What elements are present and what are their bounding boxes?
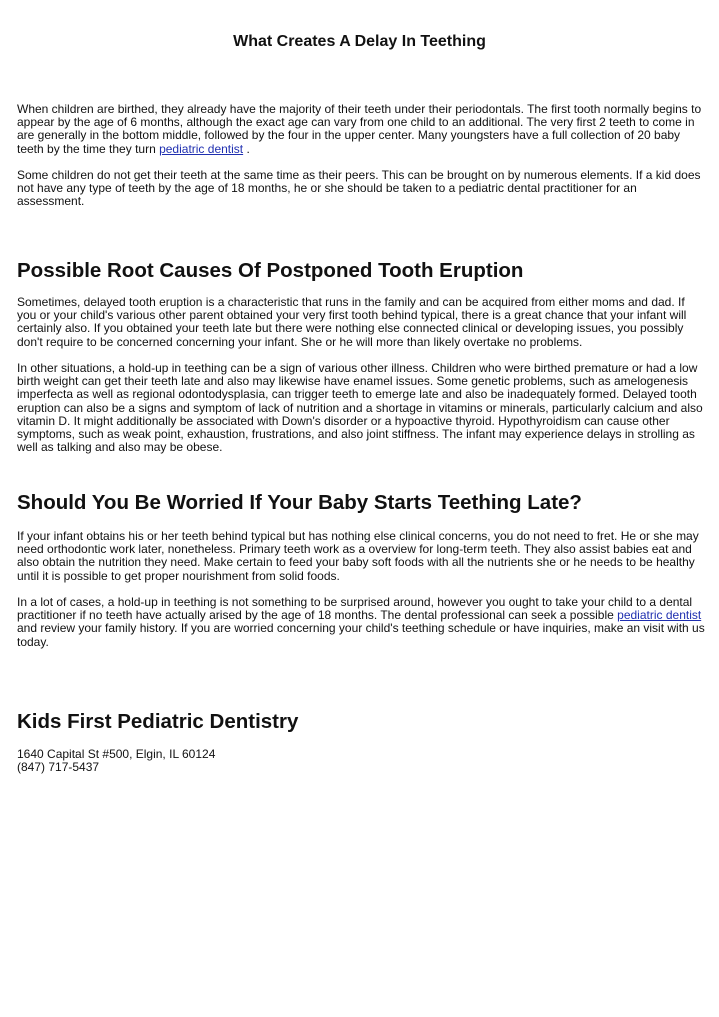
intro-paragraph-2: Some children do not get their teeth at the same time as their peers. This can be brought on by numerous elements. If a kid does not have any type of teeth by the age of 18 months, he or she should be taken to a pediatric dental practitioner for an assessment. (17, 168, 701, 209)
contact-heading: Kids First Pediatric Dentistry (17, 710, 299, 733)
worried-paragraph-2-end: and review your family history. If you are worried concerning your child's teething schedule or have inquiries, make an visit with us today. (17, 621, 705, 649)
pediatric-dentist-link-2[interactable]: pediatric dentist (617, 608, 702, 623)
worried-paragraph-1: If your infant obtains his or her teeth behind typical but has nothing else clinical concerns, you do not need to fret. He or she may need orthodontic work later, nonetheless. Primary teeth work as a overview for long-term teeth. They also assist babies eat and also obtain the nutrition they need. Make certain to feed your baby soft foods with all the nutrients she or he needs to be healthy until it is possible to get proper nourishment from solid foods. (17, 529, 699, 583)
worried-paragraph-2-text: In a lot of cases, a hold-up in teething is not something to be surprised around, however you ought to take your child to a dental practitioner if no teeth have actually arised by the age of 18 months. The dental professional can seek a possible (17, 595, 693, 623)
pediatric-dentist-link-1[interactable]: pediatric dentist (159, 141, 244, 156)
intro-paragraph-1 (17, 103, 705, 156)
root-causes-paragraph-1: Sometimes, delayed tooth eruption is a characteristic that runs in the family and can be acquired from either moms and dad. If you or your child's various other parent obtained your very first tooth behind typical, there is a great chance that your infant will certainly also. If you obtained your teeth late but there were nothing else connected clinical or developing issues, you possibly don't require to be concerned concerning your infant. She or he will more than likely overtake no problems. (17, 295, 687, 349)
worried-paragraph-2 (17, 596, 705, 649)
document-title: What Creates A Delay In Teething (233, 33, 486, 50)
contact-phone: (847) 717-5437 (17, 760, 100, 774)
section-heading-root-causes: Possible Root Causes Of Postponed Tooth Eruption (17, 259, 524, 282)
section-heading-worried: Should You Be Worried If Your Baby Starts Teething Late? (17, 491, 582, 514)
contact-address: 1640 Capital St #500, Elgin, IL 60124 (17, 747, 216, 761)
intro-paragraph-1-text: When children are birthed, they already have the majority of their teeth under their periodontals. The first tooth normally begins to appear by the age of 6 months, although the exact age can vary from one child to an additional. The very first 2 teeth to come in are generally in the bottom middle, followed by the four in the upper center. Many youngsters have a full collection of 20 baby teeth by the time they turn (17, 102, 702, 156)
intro-paragraph-1-end: . (243, 141, 250, 156)
root-causes-paragraph-2: In other situations, a hold-up in teething can be a sign of various other illness. Children who were birthed premature or had a low birth weight can get their teeth late and also may likewise have enamel issues. Some genetic problems, such as amelogenesis imperfecta as well as regional odontodysplasia, can trigger teeth to emerge late and also be inadequately formed. Delayed tooth eruption can also be a signs and symptom of lack of nutrition and a shortage in vitamins or minerals, particularly calcium and also vitamin D. It might additionally be associated with Down's disorder or a hypoactive thyroid. Hypothyroidism can cause other symptoms, such as weak point, exhaustion, frustrations, and also joint stiffness. The infant may experience delays in strolling as well as talking and also may be obese. (17, 361, 703, 455)
